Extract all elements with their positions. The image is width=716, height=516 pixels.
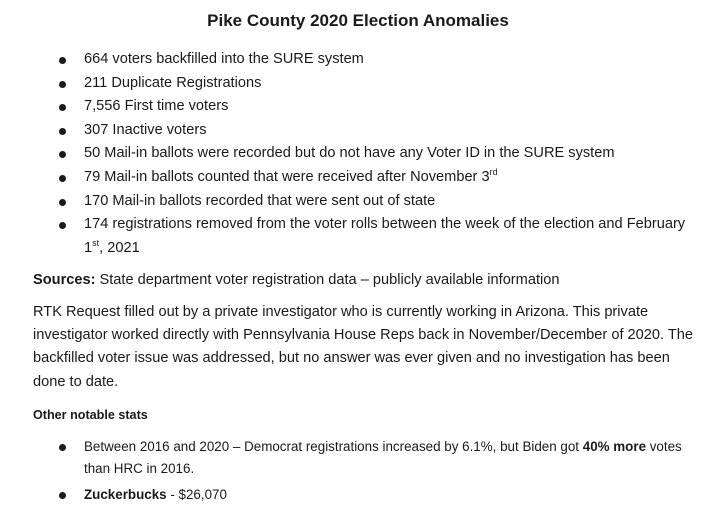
anomalies-list: [0, 48, 716, 260]
list-item: [0, 166, 716, 190]
list-item: [0, 484, 716, 506]
list-item-text: 211 Duplicate Registrations: [84, 74, 262, 91]
bullet-icon: [59, 57, 66, 64]
list-item-text: 7,556 First time voters: [84, 98, 229, 115]
notable-list: [0, 436, 716, 506]
bullet-icon: [59, 128, 66, 135]
ordinal-suffix: rd: [489, 167, 498, 178]
list-item-text: 174 registrations removed from the voter rolls between the week of the election and February 1: [84, 216, 686, 256]
bullet-icon: [59, 444, 66, 451]
list-item-tail: , 2021: [99, 239, 140, 256]
list-item: [0, 213, 716, 260]
bullet-icon: [59, 492, 66, 499]
list-item-text: 664 voters backfilled into the SURE system: [84, 51, 364, 67]
bullet-icon: [59, 81, 66, 88]
sources-line: [33, 269, 703, 291]
rtk-paragraph: RTK Request filled out by a private investigator who is currently working in Arizona. This private investigator worked directly with Pennsylvania House Reps back in November/December of 2020. The backfilled voter issue was addressed, but no answer was ever given and no investigation has been done to date.: [33, 304, 694, 390]
list-item: [0, 48, 716, 72]
notable-item-text: Between 2016 and 2020 – Democrat registrations increased by 6.1%, but Biden got: [84, 439, 583, 454]
notable-item-text: - $26,070: [166, 487, 227, 502]
list-item: [0, 72, 716, 96]
document-title: Pike County 2020 Election Anomalies: [207, 11, 509, 30]
notable-item-bold: 40% more: [582, 439, 647, 454]
list-item: [0, 190, 716, 214]
sources-text: State department voter registration data – publicly available information: [95, 272, 560, 288]
bullet-icon: [59, 222, 66, 229]
ordinal-suffix: st: [92, 237, 100, 248]
notable-item-tail: votes than HRC in 2016.: [84, 439, 682, 476]
bullet-icon: [59, 151, 66, 158]
list-item: [0, 436, 716, 480]
bullet-icon: [59, 199, 66, 206]
notable-heading: Other notable stats: [33, 408, 148, 422]
list-item: [0, 142, 716, 166]
bullet-icon: [59, 104, 66, 111]
sources-label: Sources:: [33, 272, 96, 288]
list-item-text: 307 Inactive voters: [84, 121, 207, 138]
list-item: [0, 95, 716, 119]
bullet-icon: [59, 175, 66, 182]
list-item: [0, 119, 716, 143]
list-item-text: 50 Mail-in ballots were recorded but do not have any Voter ID in the SURE system: [84, 145, 615, 162]
list-item-text: 79 Mail-in ballots counted that were received after November 3: [84, 168, 490, 185]
notable-item-bold: Zuckerbucks: [84, 487, 167, 502]
list-item-text: 170 Mail-in ballots recorded that were sent out of state: [84, 192, 436, 209]
